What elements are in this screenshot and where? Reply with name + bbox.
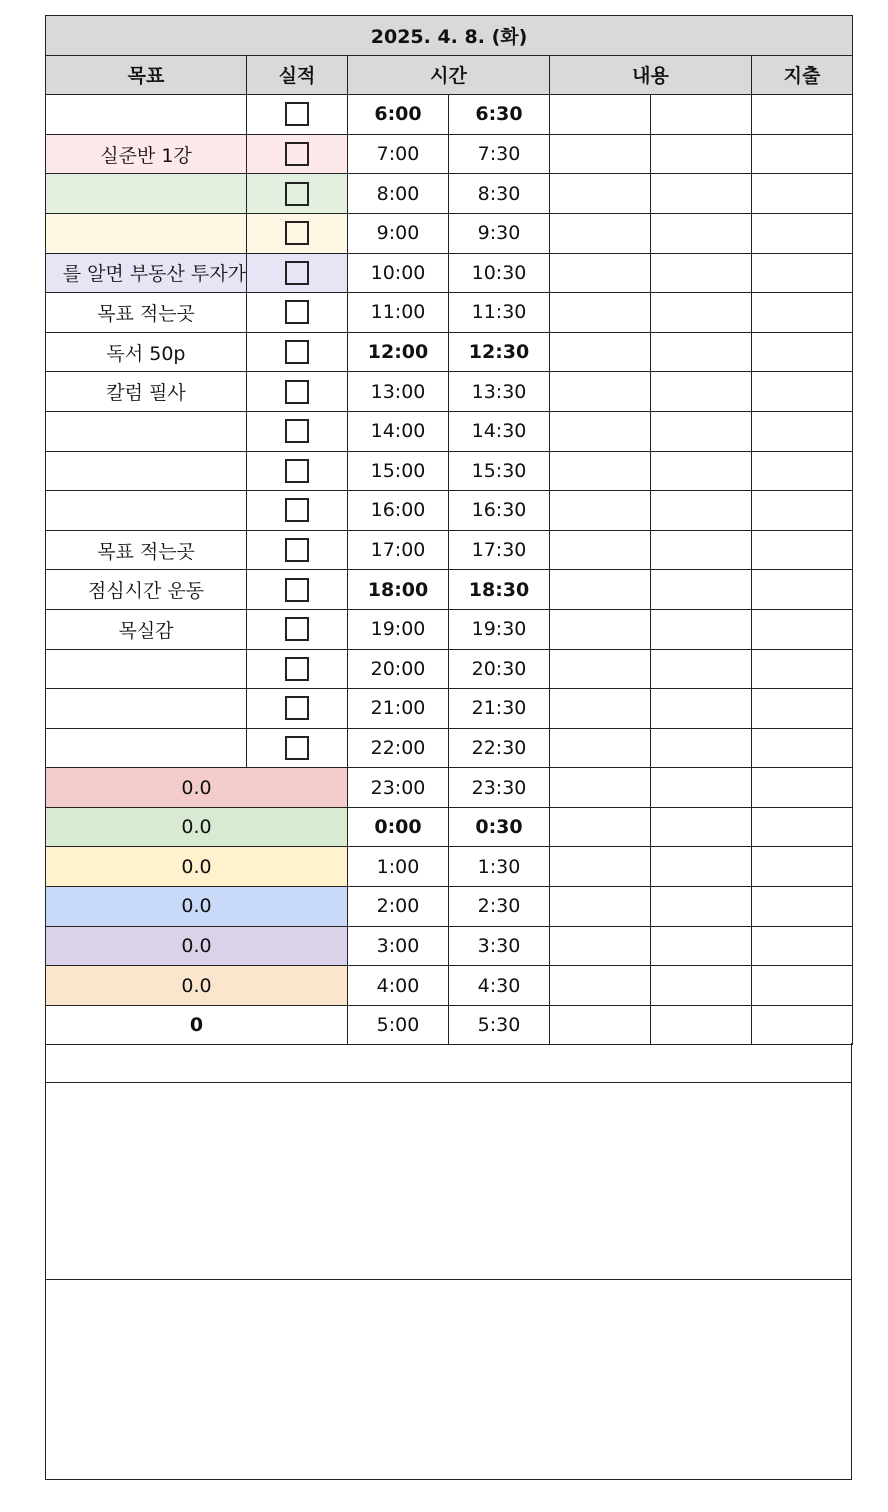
result-cell [247,689,348,729]
content-cell-2[interactable] [651,689,752,729]
content-cell-2[interactable] [651,926,752,966]
content-cell-2[interactable] [651,95,752,135]
time-half: 6:30 [449,95,550,135]
result-cell [247,372,348,412]
time-half: 12:30 [449,332,550,372]
goal-cell[interactable]: 점심시간 운동 [46,570,247,610]
content-cell-1[interactable] [550,649,651,689]
goal-cell[interactable] [46,95,247,135]
result-cell [247,609,348,649]
expense-cell[interactable] [752,728,853,768]
time-half: 3:30 [449,926,550,966]
expense-cell[interactable] [752,1005,853,1045]
time-hour: 11:00 [348,293,449,333]
result-cell [247,728,348,768]
summary-value: 0.0 [46,966,348,1006]
content-cell-2[interactable] [651,966,752,1006]
time-hour: 13:00 [348,372,449,412]
summary-value: 0.0 [46,887,348,927]
time-hour: 4:00 [348,966,449,1006]
time-hour: 12:00 [348,332,449,372]
checkbox[interactable] [285,696,309,720]
notes-area-2[interactable] [45,1280,852,1480]
checkbox[interactable] [285,182,309,206]
time-hour: 23:00 [348,768,449,808]
goal-cell[interactable]: 칼럼 필사 [46,372,247,412]
expense-cell[interactable] [752,411,853,451]
checkbox[interactable] [285,102,309,126]
checkbox[interactable] [285,419,309,443]
result-cell [247,332,348,372]
goal-cell[interactable] [46,213,247,253]
time-half: 8:30 [449,174,550,214]
content-cell-1[interactable] [550,966,651,1006]
expense-cell[interactable] [752,966,853,1006]
time-hour: 16:00 [348,491,449,531]
result-cell [247,570,348,610]
summary-row [46,768,853,808]
content-cell-2[interactable] [651,847,752,887]
expense-cell[interactable] [752,649,853,689]
expense-cell[interactable] [752,847,853,887]
result-cell [247,451,348,491]
summary-row [46,1005,853,1045]
checkbox[interactable] [285,498,309,522]
content-cell-2[interactable] [651,451,752,491]
time-half: 20:30 [449,649,550,689]
goal-cell[interactable] [46,649,247,689]
content-cell-1[interactable] [550,372,651,412]
content-cell-1[interactable] [550,411,651,451]
result-cell [247,491,348,531]
summary-value: 0.0 [46,807,348,847]
content-cell-1[interactable] [550,134,651,174]
time-row [46,174,853,214]
result-header: 실적 [247,55,348,95]
content-cell-1[interactable] [550,213,651,253]
time-half: 9:30 [449,213,550,253]
expense-cell[interactable] [752,570,853,610]
content-cell-1[interactable] [550,609,651,649]
checkbox[interactable] [285,261,309,285]
time-row [46,134,853,174]
time-hour: 3:00 [348,926,449,966]
time-row [46,411,853,451]
content-cell-1[interactable] [550,491,651,531]
checkbox[interactable] [285,340,309,364]
expense-cell[interactable] [752,887,853,927]
time-row [46,95,853,135]
content-header: 내용 [550,55,752,95]
summary-row [46,807,853,847]
date-row [46,16,853,56]
goal-cell[interactable] [46,174,247,214]
checkbox[interactable] [285,459,309,483]
time-half: 10:30 [449,253,550,293]
time-row [46,451,853,491]
expense-cell[interactable] [752,689,853,729]
result-cell [247,411,348,451]
content-cell-1[interactable] [550,332,651,372]
goal-cell[interactable] [46,411,247,451]
column-header-row [46,55,853,95]
expense-cell[interactable] [752,293,853,333]
date-title: 2025. 4. 8. (화) [46,16,853,56]
time-half: 19:30 [449,609,550,649]
content-cell-1[interactable] [550,174,651,214]
expense-cell[interactable] [752,926,853,966]
content-cell-2[interactable] [651,1005,752,1045]
goal-cell[interactable] [46,689,247,729]
time-hour: 20:00 [348,649,449,689]
content-cell-2[interactable] [651,728,752,768]
expense-cell[interactable] [752,530,853,570]
content-cell-1[interactable] [550,887,651,927]
content-cell-1[interactable] [550,95,651,135]
result-cell [247,213,348,253]
time-half: 13:30 [449,372,550,412]
goal-cell[interactable]: 목표 적는곳 [46,293,247,333]
content-cell-1[interactable] [550,768,651,808]
memo-strip[interactable] [45,1043,852,1083]
time-hour: 17:00 [348,530,449,570]
time-half: 23:30 [449,768,550,808]
content-cell-2[interactable] [651,411,752,451]
content-cell-2[interactable] [651,609,752,649]
time-half: 22:30 [449,728,550,768]
expense-cell[interactable] [752,174,853,214]
time-row [46,491,853,531]
result-cell [247,649,348,689]
result-cell [247,293,348,333]
goal-cell[interactable] [46,728,247,768]
time-hour: 14:00 [348,411,449,451]
time-row [46,293,853,333]
time-row [46,372,853,412]
content-cell-2[interactable] [651,332,752,372]
time-header: 시간 [348,55,550,95]
time-hour: 18:00 [348,570,449,610]
result-cell [247,253,348,293]
time-hour: 1:00 [348,847,449,887]
expense-cell[interactable] [752,491,853,531]
content-cell-2[interactable] [651,530,752,570]
time-hour: 8:00 [348,174,449,214]
expense-cell[interactable] [752,768,853,808]
checkbox[interactable] [285,657,309,681]
checkbox[interactable] [285,380,309,404]
checkbox[interactable] [285,142,309,166]
goal-cell[interactable]: 를 알면 부동산 투자가 [46,253,247,293]
content-cell-2[interactable] [651,491,752,531]
summary-value: 0.0 [46,847,348,887]
time-half: 1:30 [449,847,550,887]
time-row [46,728,853,768]
summary-value: 0.0 [46,768,348,808]
checkbox[interactable] [285,300,309,324]
notes-area-1[interactable] [45,1083,852,1280]
expense-cell[interactable] [752,134,853,174]
content-cell-2[interactable] [651,807,752,847]
expense-cell[interactable] [752,332,853,372]
time-hour: 0:00 [348,807,449,847]
content-cell-1[interactable] [550,253,651,293]
content-cell-2[interactable] [651,768,752,808]
time-hour: 6:00 [348,95,449,135]
summary-value: 0 [46,1005,348,1045]
time-half: 0:30 [449,807,550,847]
time-half: 7:30 [449,134,550,174]
time-row [46,213,853,253]
expense-cell[interactable] [752,253,853,293]
time-hour: 9:00 [348,213,449,253]
content-cell-2[interactable] [651,570,752,610]
result-cell [247,530,348,570]
time-hour: 22:00 [348,728,449,768]
goal-cell[interactable]: 목실감 [46,609,247,649]
summary-row [46,847,853,887]
summary-row [46,887,853,927]
time-hour: 10:00 [348,253,449,293]
result-cell [247,134,348,174]
checkbox[interactable] [285,617,309,641]
content-cell-2[interactable] [651,253,752,293]
content-cell-2[interactable] [651,372,752,412]
content-cell-1[interactable] [550,689,651,729]
time-half: 17:30 [449,530,550,570]
content-cell-2[interactable] [651,293,752,333]
time-hour: 7:00 [348,134,449,174]
time-half: 5:30 [449,1005,550,1045]
content-cell-1[interactable] [550,530,651,570]
goal-cell[interactable]: 독서 50p [46,332,247,372]
time-hour: 19:00 [348,609,449,649]
checkbox[interactable] [285,538,309,562]
expense-cell[interactable] [752,213,853,253]
goal-cell[interactable]: 실준반 1강 [46,134,247,174]
time-half: 16:30 [449,491,550,531]
time-half: 21:30 [449,689,550,729]
content-cell-1[interactable] [550,293,651,333]
content-cell-2[interactable] [651,213,752,253]
goal-cell[interactable] [46,491,247,531]
content-cell-1[interactable] [550,451,651,491]
time-row [46,649,853,689]
content-cell-2[interactable] [651,134,752,174]
time-half: 11:30 [449,293,550,333]
content-cell-1[interactable] [550,570,651,610]
time-half: 15:30 [449,451,550,491]
expense-header: 지출 [752,55,853,95]
goal-header: 목표 [46,55,247,95]
content-cell-2[interactable] [651,174,752,214]
content-cell-1[interactable] [550,847,651,887]
time-row [46,689,853,729]
content-cell-1[interactable] [550,1005,651,1045]
expense-cell[interactable] [752,451,853,491]
expense-cell[interactable] [752,95,853,135]
time-hour: 2:00 [348,887,449,927]
content-cell-1[interactable] [550,926,651,966]
time-row [46,253,853,293]
goal-cell[interactable] [46,451,247,491]
time-half: 14:30 [449,411,550,451]
time-row [46,609,853,649]
summary-row [46,966,853,1006]
time-half: 2:30 [449,887,550,927]
time-hour: 21:00 [348,689,449,729]
checkbox[interactable] [285,736,309,760]
time-row [46,570,853,610]
checkbox[interactable] [285,578,309,602]
time-half: 18:30 [449,570,550,610]
expense-cell[interactable] [752,372,853,412]
expense-cell[interactable] [752,807,853,847]
time-hour: 5:00 [348,1005,449,1045]
time-half: 4:30 [449,966,550,1006]
summary-value: 0.0 [46,926,348,966]
time-row [46,332,853,372]
time-hour: 15:00 [348,451,449,491]
expense-cell[interactable] [752,609,853,649]
goal-cell[interactable]: 목표 적는곳 [46,530,247,570]
daily-planner-table [45,15,853,1045]
summary-row [46,926,853,966]
result-cell [247,174,348,214]
time-row [46,530,853,570]
content-cell-1[interactable] [550,728,651,768]
result-cell [247,95,348,135]
checkbox[interactable] [285,221,309,245]
content-cell-2[interactable] [651,887,752,927]
content-cell-1[interactable] [550,807,651,847]
content-cell-2[interactable] [651,649,752,689]
